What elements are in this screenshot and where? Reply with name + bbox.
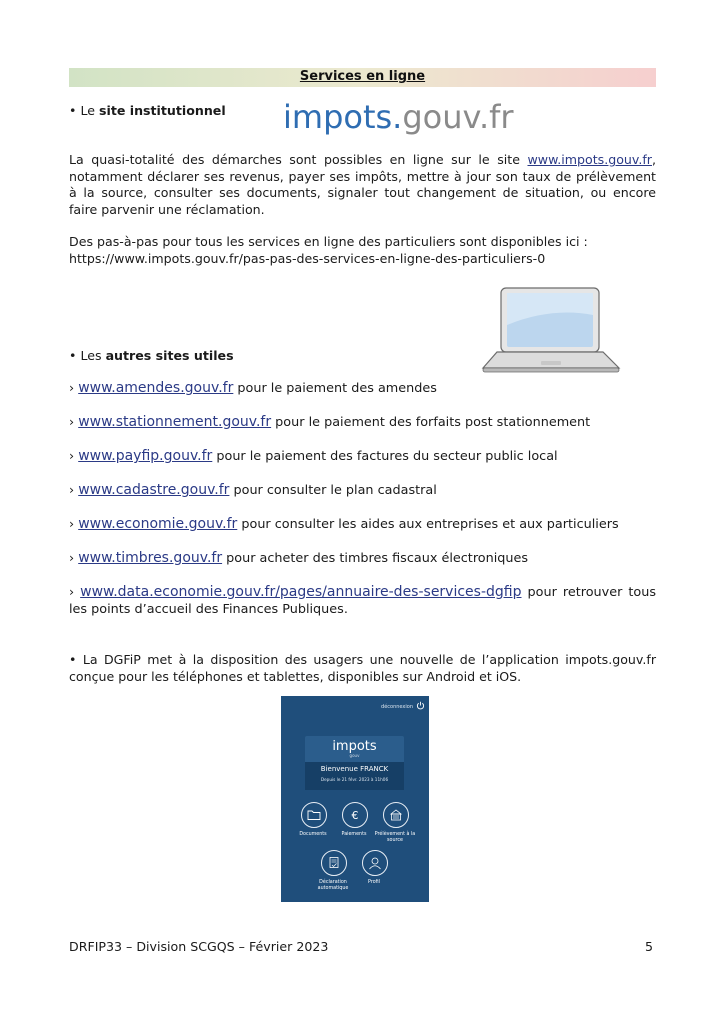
link-row-timbres: › www.timbres.gouv.fr pour acheter des timbres fiscaux électroniques <box>69 550 529 566</box>
page-number: 5 <box>645 939 654 954</box>
paragraph-pas-a-pas <box>69 234 588 267</box>
site-institutionnel-bold: site institutionnel <box>99 103 226 118</box>
link-row-stationnement: › www.stationnement.gouv.fr pour le paiement des forfaits post stationnement <box>69 414 591 430</box>
link-row-cadastre: › www.cadastre.gouv.fr pour consulter le plan cadastral <box>69 482 437 498</box>
amendes-link[interactable]: www.amendes.gouv.fr <box>78 380 234 396</box>
bullet: • <box>69 348 77 363</box>
paragraph-demarches-line4: faire parvenir une réclamation. <box>69 201 265 217</box>
paragraph-demarches-line2: notamment déclarer ses revenus, payer ses impôts, mettre à jour son taux de prélèvement <box>69 168 656 184</box>
paragraph-pas-a-pas-url[interactable]: https://www.impots.gouv.fr/pas-pas-des-services-en-ligne-des-particuliers-0 <box>69 250 546 266</box>
data-economie-line2: les points d’accueil des Finances Publiques. <box>69 601 348 617</box>
app-screenshot <box>281 696 429 902</box>
declaration-button[interactable] <box>321 850 347 876</box>
paragraph-demarches-line3: à la source, consulter ses documents, signaler tout changement de situation, ou encore <box>69 185 656 200</box>
laptop-icon <box>481 285 621 375</box>
link-row-amendes: › www.amendes.gouv.fr pour le paiement des amendes <box>69 380 437 396</box>
site-institutionnel-prefix: Le <box>80 103 99 118</box>
profil-button[interactable] <box>362 850 388 876</box>
paragraph-application <box>69 652 656 685</box>
paragraph-application-line1: • La DGFiP met à la disposition des usagers une nouvelle de l’application impots.gouv.fr <box>69 652 656 667</box>
paiements-label: Paiements <box>341 832 367 837</box>
autres-sites-line <box>69 348 234 365</box>
paragraph-pas-a-pas-line1: Des pas-à-pas pour tous les services en ligne des particuliers sont disponibles ici : <box>69 234 588 249</box>
euro-icon <box>343 803 367 827</box>
profil-label: Profil <box>368 880 380 885</box>
paragraph-demarches-line1: La quasi-totalité des démarches sont possibles en ligne sur le site www.impots.gouv.fr, <box>69 152 656 167</box>
impots-link[interactable]: www.impots.gouv.fr <box>527 152 652 167</box>
documents-button[interactable] <box>301 802 327 828</box>
power-icon[interactable] <box>416 701 425 710</box>
site-institutionnel-line <box>69 103 226 120</box>
stationnement-link[interactable]: www.stationnement.gouv.fr <box>78 414 272 430</box>
link-row-economie: › www.economie.gouv.fr pour consulter les aides aux entreprises et aux particuliers <box>69 516 619 532</box>
link-row-payfip: › www.payfip.gouv.fr pour le paiement des factures du secteur public local <box>69 448 558 464</box>
svg-text:€: € <box>351 809 359 822</box>
bullet: • <box>69 103 77 118</box>
user-icon <box>363 851 387 875</box>
paragraph-application-line2: conçue pour les téléphones et tablettes, disponibles sur Android et iOS. <box>69 668 522 684</box>
folder-icon <box>302 803 326 827</box>
welcome-date: Depuis le 21 févr. 2023 à 11h06 <box>320 777 389 782</box>
footer-text: DRFIP33 – Division SCGQS – Février 2023 <box>69 939 329 954</box>
paragraph-demarches <box>69 152 656 218</box>
autres-sites-prefix: Les <box>80 348 106 363</box>
disconnect-label[interactable]: déconnexion <box>381 704 413 710</box>
autres-sites-bold: autres sites utiles <box>105 348 234 363</box>
welcome-card <box>305 736 404 790</box>
building-icon <box>384 803 408 827</box>
documents-label: Documents <box>299 832 327 837</box>
paiements-button[interactable] <box>342 802 368 828</box>
cadastre-link[interactable]: www.cadastre.gouv.fr <box>78 482 230 498</box>
link-row-data-economie: › www.data.economie.gouv.fr/pages/annuaire-des-services-dgfip pour retrouver tous les points d’accueil des Finances Publiques. <box>69 584 656 617</box>
impots-gouv-logo: impots.gouv.fr <box>283 98 514 136</box>
section-header-band <box>69 68 656 87</box>
prelevement-button[interactable] <box>383 802 409 828</box>
timbres-link[interactable]: www.timbres.gouv.fr <box>78 550 223 566</box>
data-economie-link[interactable]: www.data.economie.gouv.fr/pages/annuaire-des-services-dgfip <box>80 584 522 600</box>
app-logo: impots <box>332 739 377 754</box>
payfip-link[interactable]: www.payfip.gouv.fr <box>78 448 213 464</box>
economie-link[interactable]: www.economie.gouv.fr <box>78 516 238 532</box>
prelevement-label: Prélèvement à la source <box>374 832 416 843</box>
welcome-text: Bienvenue FRANCK <box>320 765 389 773</box>
document-check-icon <box>322 851 346 875</box>
section-title: Services en ligne <box>299 69 426 84</box>
app-logo-sub: gouv <box>349 753 360 758</box>
declaration-label: Déclaration automatique <box>317 880 349 891</box>
